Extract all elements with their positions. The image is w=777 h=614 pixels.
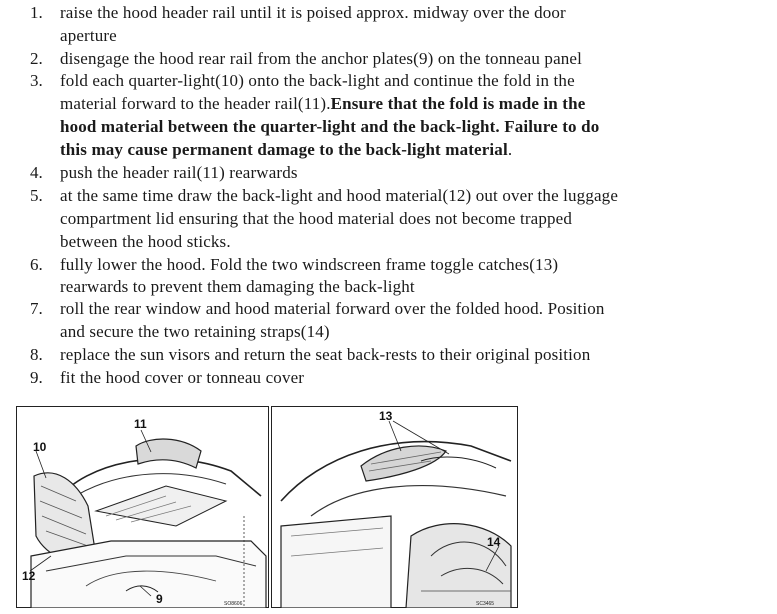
- step-number: 9.: [30, 368, 43, 387]
- callout-12: 12: [22, 569, 36, 583]
- step-text: material forward to the header rail(11).: [60, 94, 331, 113]
- figure-hood-fold-right: [271, 406, 518, 608]
- callout-13: 13: [379, 409, 393, 423]
- warning-text: Ensure that the fold is made in the: [330, 94, 586, 113]
- step-text: compartment lid ensuring that the hood material does not become trapped: [60, 209, 573, 228]
- step-text: replace the sun visors and return the seat back-rests to their original position: [60, 345, 591, 364]
- toggle-catches-illustration: [271, 406, 518, 608]
- step-text: at the same time draw the back-light and hood material(12) out over the luggage: [60, 186, 619, 205]
- figure-code: SO8606: [224, 601, 243, 607]
- step-text-mixed: [60, 94, 585, 114]
- step-text: push the header rail(11) rearwards: [60, 163, 298, 182]
- step-text: fit the hood cover or tonneau cover: [60, 368, 305, 387]
- step-text: and secure the two retaining straps(14): [60, 322, 330, 341]
- hood-fold-illustration: [16, 406, 269, 608]
- step-number: 3.: [30, 71, 43, 90]
- callout-11: 11: [134, 417, 147, 431]
- step-text: roll the rear window and hood material forward over the folded hood. Position: [60, 299, 605, 318]
- step-text: disengage the hood rear rail from the anchor plates(9) on the tonneau panel: [60, 49, 582, 68]
- step-number: 8.: [30, 345, 43, 364]
- warning-text: this may cause permanent damage to the back-light material: [60, 140, 508, 159]
- step-text: rearwards to prevent them damaging the back-light: [60, 277, 415, 296]
- step-text: between the hood sticks.: [60, 232, 231, 251]
- callout-9: 9: [156, 592, 163, 606]
- step-text: .: [507, 140, 513, 159]
- figure-code: SC3465: [476, 601, 495, 607]
- step-text: raise the hood header rail until it is poised approx. midway over the door: [60, 3, 566, 22]
- step-number: 1.: [30, 3, 43, 22]
- callout-14: 14: [487, 535, 501, 549]
- step-text: fully lower the hood. Fold the two windscreen frame toggle catches(13): [60, 255, 559, 274]
- step-number: 2.: [30, 49, 43, 68]
- step-number: 4.: [30, 163, 43, 182]
- warning-text: hood material between the quarter-light and the back-light. Failure to do: [60, 117, 600, 136]
- figure-hood-fold-left: [16, 406, 269, 608]
- step-number: 7.: [30, 299, 43, 318]
- step-text-mixed: [60, 140, 512, 160]
- callout-10: 10: [33, 440, 47, 454]
- step-text: fold each quarter-light(10) onto the back-light and continue the fold in the: [60, 71, 575, 90]
- step-number: 5.: [30, 186, 43, 205]
- step-text: aperture: [60, 26, 117, 45]
- step-number: 6.: [30, 255, 43, 274]
